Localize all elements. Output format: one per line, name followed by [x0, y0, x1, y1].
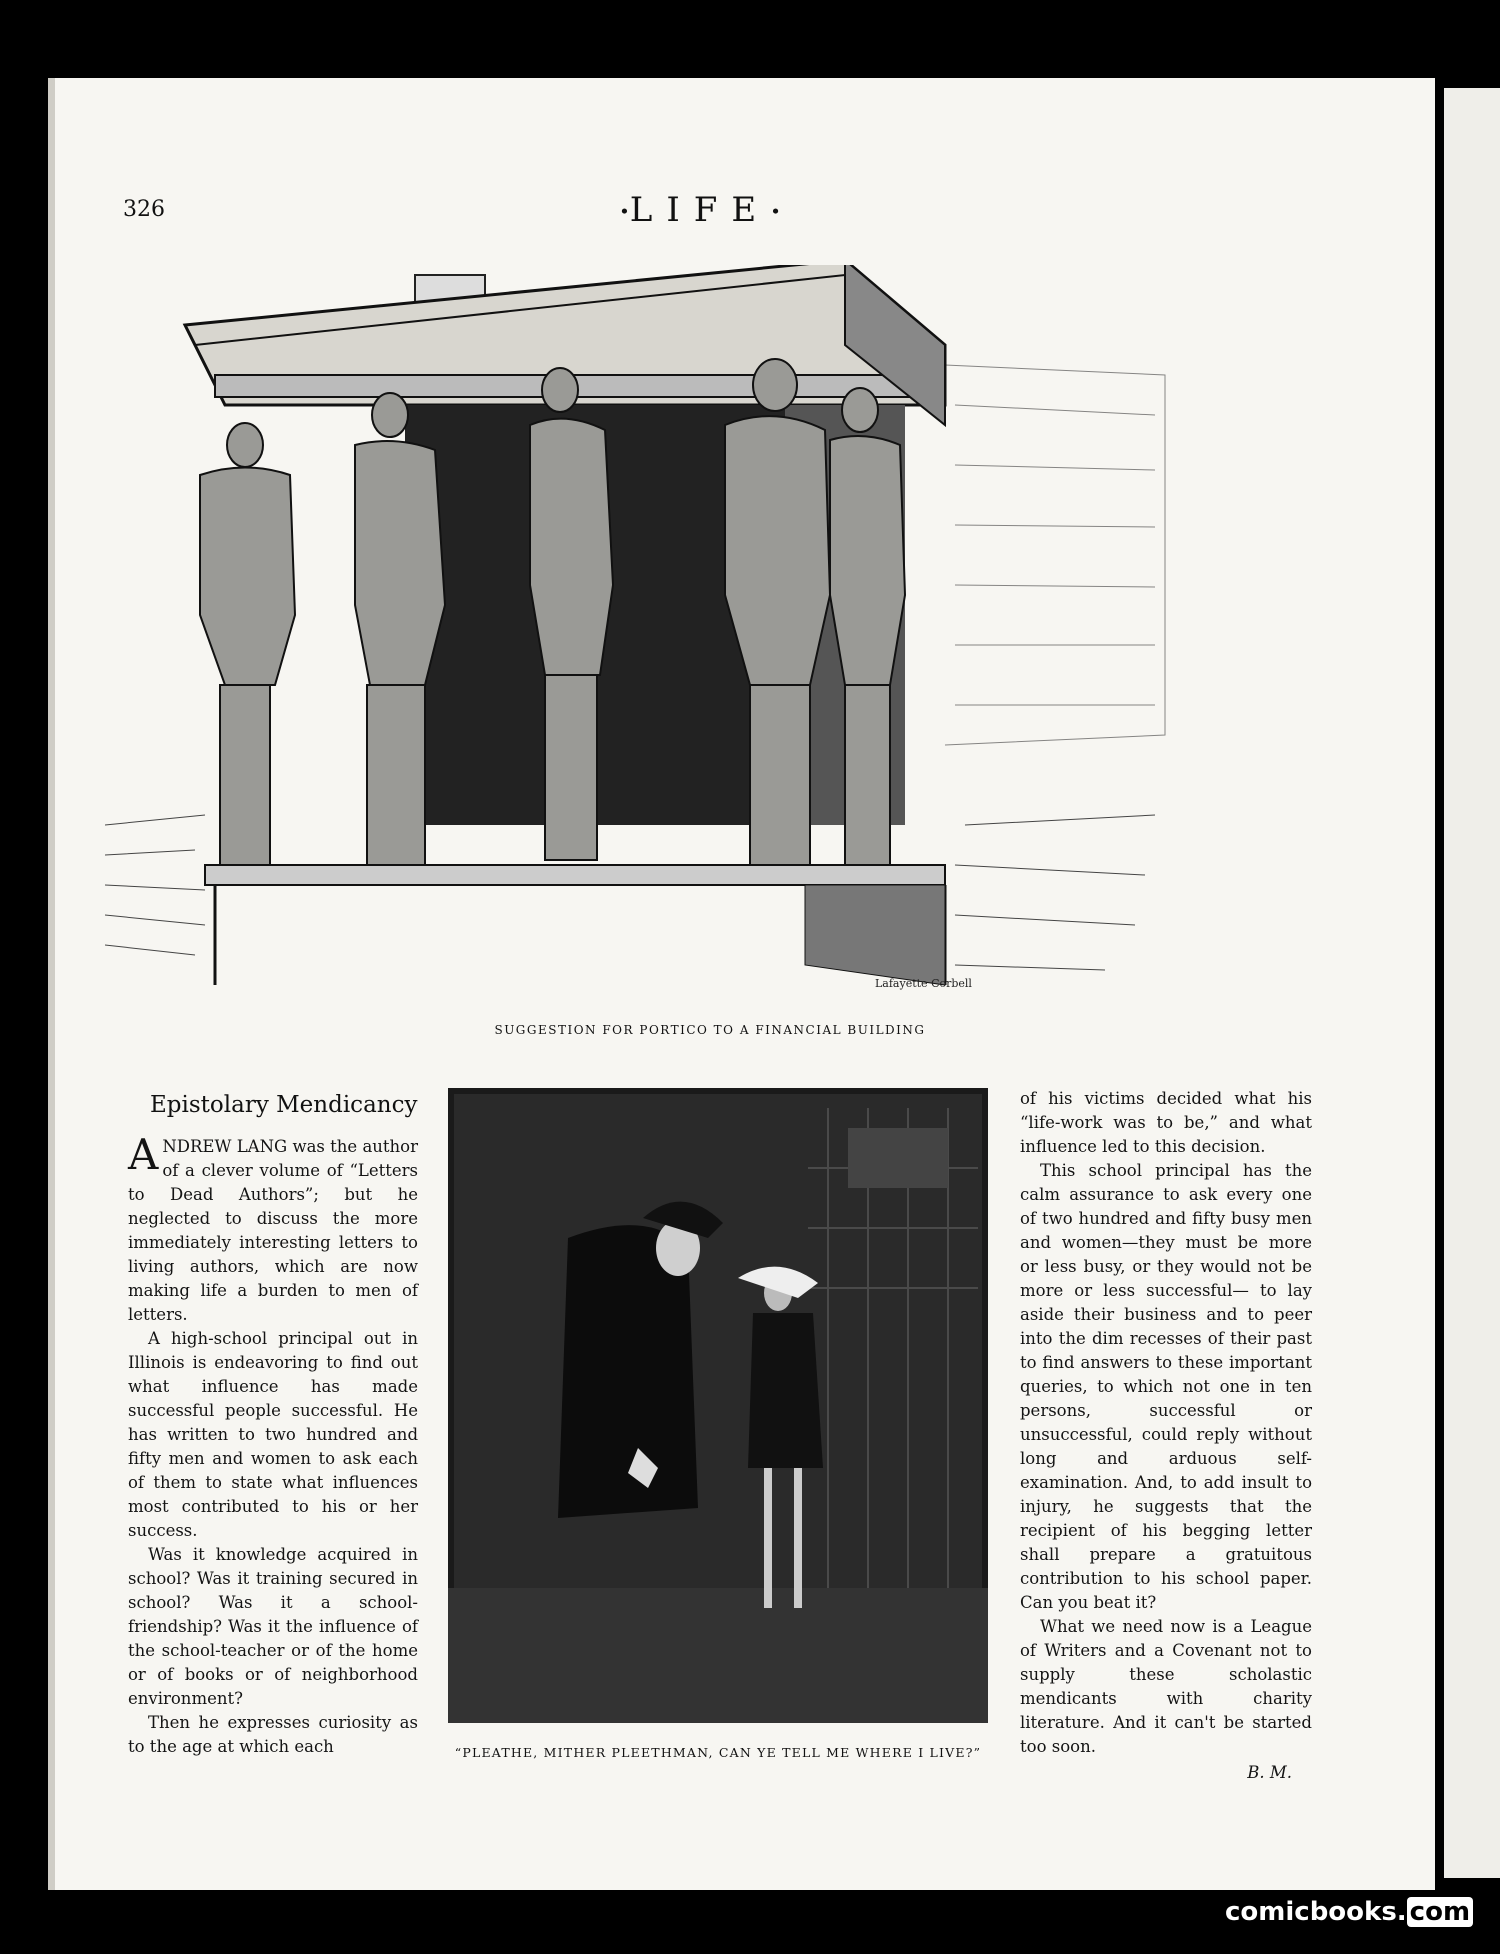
page-number: 326 — [123, 197, 165, 222]
artist-signature: Lafayette Corbell — [875, 977, 972, 990]
drop-cap: A — [128, 1130, 159, 1179]
facing-page-edge — [1444, 88, 1500, 1878]
masthead-title: LIFE — [629, 190, 771, 230]
article-paragraph: Was it knowledge acquired in school? Was it training secured in school? Was it a school-friendship? Was it the influence of the school-teacher or of the home or of books or of neighborhood environment? — [128, 1545, 418, 1708]
article-column-left — [128, 1130, 418, 1759]
article-paragraph: This school principal has the calm assurance to ask every one of two hundred and fifty busy men and women—they must be more or less busy, or they would not be more or less successful— to lay aside their business and to peer into the dim recesses of their past to find answers to these important queries, to which not one in ten persons, successful or unsuccessful, could reply without long and arduous self-examination. And, to add insult to injury, he suggests that the recipient of his begging letter shall prepare a gratuitous contribution to his school paper. Can you beat it? — [1020, 1161, 1312, 1612]
illustration-caption: SUGGESTION FOR PORTICO TO A FINANCIAL BUILDING — [494, 1023, 926, 1037]
portico-illustration — [105, 265, 1315, 1010]
article-column-right — [1020, 1087, 1312, 1785]
article-paragraph: of his victims decided what his “life-work was to be,” and what influence led to this decision. — [1020, 1089, 1312, 1156]
article-paragraph: What we need now is a League of Writers and a Covenant not to supply these scholastic mendicants with charity literature. And it can't be started too soon. — [1020, 1617, 1312, 1756]
article-paragraph: Then he expresses curiosity as to the age at which each — [128, 1713, 418, 1756]
cartoon-illustration — [448, 1088, 988, 1723]
author-signature: B. M. — [1247, 1763, 1292, 1782]
watermark: comicbooks. com — [1225, 1890, 1475, 1934]
article-paragraph: ANDREW LANG was the author of a clever volume of “Letters to Dead Authors”; but he neglected to discuss the more immediately interesting letters to living authors, which are now making life a burden to men of letters. — [128, 1130, 418, 1324]
cartoon-caption: “PLEATHE, MITHER PLEETHMAN, CAN YE TELL ME WHERE I LIVE?” — [454, 1745, 982, 1760]
article-title: Epistolary Mendicancy — [150, 1092, 418, 1118]
article-paragraph: A high-school principal out in Illinois is endeavoring to find out what influence has made successful people successful. He has written to two hundred and fifty men and women to ask each of them to state what influences most contributed to his or her success. — [128, 1329, 418, 1540]
masthead: •LIFE• — [619, 190, 781, 230]
